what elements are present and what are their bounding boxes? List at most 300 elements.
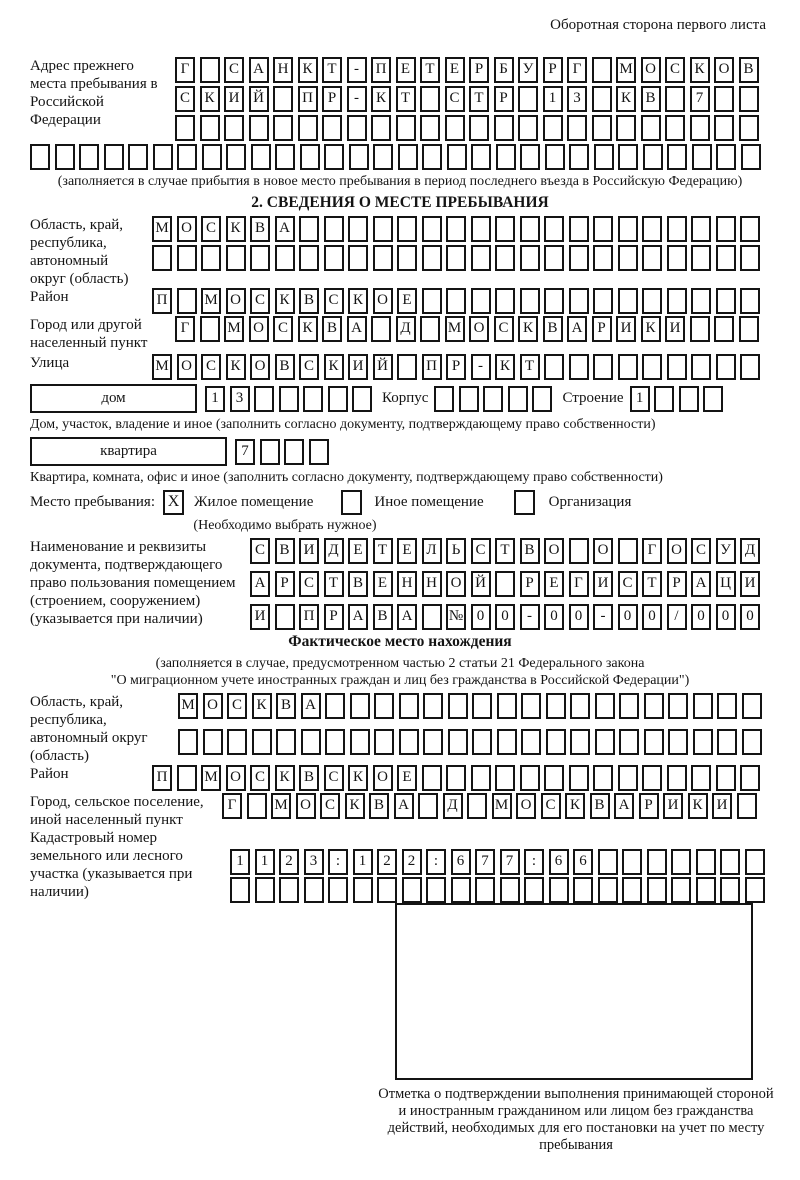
char-cell: М <box>152 354 172 380</box>
char-cell <box>521 729 541 755</box>
char-cell <box>667 216 687 242</box>
char-cell: А <box>614 793 634 819</box>
char-cell <box>569 288 589 314</box>
korpus-cells <box>434 386 552 412</box>
char-cell <box>593 765 613 791</box>
char-cell: К <box>345 793 365 819</box>
char-cell: А <box>347 316 367 342</box>
char-cell <box>570 693 590 719</box>
region-row-1 <box>152 216 760 242</box>
char-cell: К <box>252 693 272 719</box>
district-row <box>30 288 770 314</box>
char-cell <box>745 849 765 875</box>
char-cell <box>467 793 487 819</box>
char-cell <box>549 877 569 903</box>
char-cell <box>494 115 514 141</box>
char-cell: А <box>250 571 270 597</box>
char-cell: П <box>299 604 319 630</box>
char-cell <box>693 729 713 755</box>
char-cell <box>309 439 329 465</box>
char-cell <box>714 316 734 342</box>
char-cell: О <box>249 316 269 342</box>
char-cell <box>740 288 760 314</box>
char-cell <box>667 245 687 271</box>
char-cell: 1 <box>353 849 373 875</box>
char-cell <box>573 877 593 903</box>
cadastral-label: Кадастровый номер земельного или лесного участка (указывается при наличии) <box>30 830 193 900</box>
city-label: Город или другой населенный пункт <box>30 317 148 351</box>
char-cell: А <box>301 693 321 719</box>
char-cell <box>55 144 75 170</box>
char-cell: К <box>348 288 368 314</box>
char-cell: О <box>373 765 393 791</box>
char-cell <box>642 288 662 314</box>
option-residential-label: Жилое помещение <box>194 494 314 510</box>
document-block <box>30 538 770 630</box>
char-cell <box>471 216 491 242</box>
char-cell <box>422 144 442 170</box>
char-cell <box>472 729 492 755</box>
char-cell: И <box>593 571 613 597</box>
char-cell: С <box>665 57 685 83</box>
char-cell <box>422 288 442 314</box>
char-cell <box>595 693 615 719</box>
cadastral-row-2 <box>230 877 765 903</box>
char-cell <box>177 245 197 271</box>
char-cell: С <box>299 354 319 380</box>
page-side-note: Оборотная сторона первого листа <box>550 17 766 33</box>
char-cell: К <box>371 86 391 112</box>
char-cell <box>459 386 479 412</box>
char-cell <box>399 693 419 719</box>
char-cell <box>742 693 762 719</box>
char-cell <box>716 245 736 271</box>
actual-region-row <box>30 693 770 765</box>
char-cell: Т <box>520 354 540 380</box>
region-row-2 <box>152 245 760 271</box>
char-cell: К <box>495 354 515 380</box>
region-label: Область, край, республика, автономный округ (область) <box>30 217 129 287</box>
char-cell <box>275 604 295 630</box>
char-cell: 0 <box>716 604 736 630</box>
char-cell <box>324 216 344 242</box>
char-cell <box>520 144 540 170</box>
char-cell <box>203 729 223 755</box>
char-cell: П <box>298 86 318 112</box>
char-cell <box>495 765 515 791</box>
char-cell <box>500 877 520 903</box>
char-cell: Г <box>175 57 195 83</box>
char-cell: Р <box>275 571 295 597</box>
char-cell <box>546 729 566 755</box>
char-cell: Т <box>420 57 440 83</box>
char-cell: Е <box>544 571 564 597</box>
char-cell <box>200 316 220 342</box>
char-cell: С <box>250 765 270 791</box>
char-cell <box>325 729 345 755</box>
actual-city-label: Город, сельское поселение, иной населенный пункт <box>30 794 204 828</box>
char-cell <box>737 793 757 819</box>
char-cell <box>446 765 466 791</box>
char-cell: Р <box>324 604 344 630</box>
char-cell <box>420 316 440 342</box>
char-cell: Г <box>569 571 589 597</box>
char-cell: К <box>518 316 538 342</box>
char-cell: 2 <box>402 849 422 875</box>
char-cell <box>420 115 440 141</box>
char-cell: М <box>178 693 198 719</box>
char-cell: П <box>152 765 172 791</box>
char-cell: Е <box>348 538 368 564</box>
confirmation-stamp-note: Отметка о подтверждении выполнения принимающей стороной и иностранным гражданином или лицом без гражданства действий, необходимых для его постановки на учет по месту пребывания <box>378 1086 774 1153</box>
actual-region-row-2 <box>178 729 762 755</box>
stay-type-label: Место пребывания: <box>30 494 155 510</box>
char-cell: Е <box>397 765 417 791</box>
char-cell <box>324 144 344 170</box>
street-cells <box>152 354 760 380</box>
char-cell <box>471 144 491 170</box>
char-cell <box>667 354 687 380</box>
char-cell <box>642 354 662 380</box>
char-cell <box>328 877 348 903</box>
char-cell <box>619 729 639 755</box>
char-cell: - <box>471 354 491 380</box>
char-cell <box>714 115 734 141</box>
char-cell <box>422 765 442 791</box>
char-cell: - <box>520 604 540 630</box>
char-cell <box>202 144 222 170</box>
char-cell: В <box>739 57 759 83</box>
char-cell: И <box>224 86 244 112</box>
char-cell <box>348 216 368 242</box>
char-cell: 3 <box>230 386 250 412</box>
char-cell: О <box>714 57 734 83</box>
char-cell <box>153 144 173 170</box>
char-cell: О <box>296 793 316 819</box>
char-cell <box>175 115 195 141</box>
house-type-box: дом <box>30 384 197 413</box>
char-cell <box>570 729 590 755</box>
char-cell: С <box>324 765 344 791</box>
checkbox-other-premises <box>341 490 362 515</box>
char-cell <box>497 693 517 719</box>
char-cell: : <box>328 849 348 875</box>
char-cell <box>448 729 468 755</box>
char-cell <box>177 144 197 170</box>
actual-region-label: Область, край, республика, автономный округ (область) <box>30 694 148 764</box>
char-cell <box>399 729 419 755</box>
char-cell <box>740 216 760 242</box>
char-cell: 2 <box>279 849 299 875</box>
stay-type-row <box>30 490 770 515</box>
char-cell <box>668 693 688 719</box>
char-cell: К <box>641 316 661 342</box>
char-cell <box>328 386 348 412</box>
char-cell <box>520 216 540 242</box>
char-cell: 7 <box>475 849 495 875</box>
document-label: Наименование и реквизиты документа, подтверждающего право пользования помещением (строением, сооружением) (указывается при наличии) <box>30 539 236 627</box>
char-cell: Е <box>397 288 417 314</box>
char-cell <box>348 245 368 271</box>
actual-district-cells <box>152 765 760 791</box>
char-cell <box>520 288 540 314</box>
char-cell: 3 <box>304 849 324 875</box>
char-cell <box>740 354 760 380</box>
prev-address-block <box>30 57 770 141</box>
document-row-2 <box>250 571 760 597</box>
char-cell: И <box>740 571 760 597</box>
char-cell <box>592 115 612 141</box>
char-cell <box>260 439 280 465</box>
char-cell: В <box>250 216 270 242</box>
char-cell <box>495 245 515 271</box>
char-cell: К <box>298 57 318 83</box>
char-cell <box>532 386 552 412</box>
char-cell <box>545 144 565 170</box>
char-cell: : <box>524 849 544 875</box>
char-cell <box>418 793 438 819</box>
char-cell <box>618 144 638 170</box>
char-cell <box>717 693 737 719</box>
char-cell <box>618 538 638 564</box>
char-cell: К <box>298 316 318 342</box>
char-cell: Ь <box>446 538 466 564</box>
actual-city-row <box>30 793 770 829</box>
char-cell: И <box>663 793 683 819</box>
char-cell: С <box>224 57 244 83</box>
char-cell <box>495 216 515 242</box>
char-cell <box>426 877 446 903</box>
char-cell: Р <box>469 57 489 83</box>
char-cell: К <box>616 86 636 112</box>
char-cell: О <box>446 571 466 597</box>
char-cell <box>592 86 612 112</box>
char-cell <box>250 245 270 271</box>
char-cell: И <box>348 354 368 380</box>
char-cell <box>647 849 667 875</box>
char-cell <box>619 693 639 719</box>
char-cell <box>496 144 516 170</box>
char-cell: А <box>394 793 414 819</box>
char-cell: И <box>250 604 270 630</box>
char-cell: 3 <box>567 86 587 112</box>
char-cell: 0 <box>642 604 662 630</box>
district-label: Район <box>30 289 69 305</box>
char-cell: Т <box>324 571 344 597</box>
char-cell <box>618 216 638 242</box>
stay-type-note: (Необходимо выбрать нужное) <box>193 518 377 533</box>
region-row <box>30 216 770 288</box>
stroenie-label: Строение <box>562 390 624 406</box>
cadastral-row-1 <box>230 849 765 875</box>
char-cell: 2 <box>377 849 397 875</box>
char-cell <box>79 144 99 170</box>
char-cell: И <box>712 793 732 819</box>
char-cell <box>598 849 618 875</box>
char-cell <box>543 115 563 141</box>
char-cell <box>740 765 760 791</box>
char-cell <box>254 386 274 412</box>
cadastral-row <box>30 829 770 903</box>
char-cell <box>447 144 467 170</box>
option-organization-label: Организация <box>548 494 632 510</box>
char-cell <box>178 729 198 755</box>
char-cell: 1 <box>205 386 225 412</box>
char-cell: В <box>373 604 393 630</box>
char-cell <box>569 216 589 242</box>
char-cell <box>201 245 221 271</box>
char-cell: В <box>641 86 661 112</box>
char-cell: Р <box>543 57 563 83</box>
char-cell <box>322 115 342 141</box>
char-cell <box>299 245 319 271</box>
char-cell: К <box>565 793 585 819</box>
char-cell <box>642 765 662 791</box>
cadastral-cells <box>230 829 765 903</box>
char-cell: В <box>299 765 319 791</box>
char-cell <box>497 729 517 755</box>
char-cell <box>569 354 589 380</box>
char-cell <box>742 729 762 755</box>
char-cell <box>642 216 662 242</box>
char-cell: К <box>690 57 710 83</box>
char-cell <box>227 729 247 755</box>
char-cell <box>200 57 220 83</box>
char-cell <box>739 316 759 342</box>
char-cell: Т <box>469 86 489 112</box>
prev-address-row-1 <box>175 57 759 83</box>
char-cell <box>595 729 615 755</box>
char-cell <box>347 115 367 141</box>
char-cell: Р <box>520 571 540 597</box>
option-other-premises-label: Иное помещение <box>374 494 484 510</box>
char-cell <box>279 877 299 903</box>
stroenie-cells <box>630 386 724 412</box>
char-cell: О <box>250 354 270 380</box>
char-cell <box>667 288 687 314</box>
char-cell: Р <box>667 571 687 597</box>
char-cell <box>544 354 564 380</box>
apartment-row <box>30 437 770 466</box>
char-cell <box>255 877 275 903</box>
char-cell <box>544 288 564 314</box>
char-cell <box>696 877 716 903</box>
char-cell <box>397 245 417 271</box>
char-cell <box>667 144 687 170</box>
char-cell: 0 <box>618 604 638 630</box>
district-cells <box>152 288 760 314</box>
char-cell <box>451 877 471 903</box>
char-cell <box>423 693 443 719</box>
city-row <box>30 316 770 352</box>
char-cell <box>284 439 304 465</box>
char-cell: Е <box>396 57 416 83</box>
char-cell <box>472 693 492 719</box>
char-cell <box>716 354 736 380</box>
char-cell: Т <box>322 57 342 83</box>
char-cell <box>593 216 613 242</box>
char-cell <box>641 115 661 141</box>
char-cell: В <box>520 538 540 564</box>
char-cell <box>692 144 712 170</box>
char-cell: М <box>201 765 221 791</box>
char-cell: 0 <box>544 604 564 630</box>
char-cell: Д <box>443 793 463 819</box>
char-cell <box>471 765 491 791</box>
char-cell <box>593 288 613 314</box>
char-cell: - <box>593 604 613 630</box>
char-cell: Ц <box>716 571 736 597</box>
char-cell: М <box>271 793 291 819</box>
actual-district-row <box>30 765 770 791</box>
char-cell: С <box>691 538 711 564</box>
prev-address-row-2 <box>175 86 759 112</box>
char-cell: 6 <box>451 849 471 875</box>
char-cell: П <box>422 354 442 380</box>
char-cell <box>304 877 324 903</box>
region-cells <box>152 216 760 271</box>
char-cell: М <box>616 57 636 83</box>
char-cell <box>483 386 503 412</box>
document-row-1 <box>250 538 760 564</box>
char-cell <box>714 86 734 112</box>
char-cell <box>739 86 759 112</box>
char-cell: М <box>445 316 465 342</box>
char-cell: У <box>518 57 538 83</box>
char-cell: А <box>348 604 368 630</box>
char-cell <box>544 216 564 242</box>
char-cell <box>128 144 148 170</box>
char-cell <box>398 144 418 170</box>
char-cell: И <box>616 316 636 342</box>
char-cell: В <box>590 793 610 819</box>
street-label: Улица <box>30 355 70 371</box>
char-cell <box>703 386 723 412</box>
char-cell <box>622 849 642 875</box>
char-cell <box>594 144 614 170</box>
char-cell <box>446 288 466 314</box>
actual-region-row-1 <box>178 693 762 719</box>
char-cell: Д <box>396 316 416 342</box>
char-cell: 0 <box>569 604 589 630</box>
char-cell <box>373 245 393 271</box>
char-cell: Й <box>249 86 269 112</box>
char-cell <box>373 144 393 170</box>
char-cell: 0 <box>471 604 491 630</box>
char-cell <box>521 693 541 719</box>
char-cell <box>745 877 765 903</box>
char-cell <box>716 144 736 170</box>
char-cell: М <box>492 793 512 819</box>
char-cell: 7 <box>690 86 710 112</box>
checkbox-residential: X <box>163 490 184 515</box>
char-cell: Г <box>567 57 587 83</box>
char-cell <box>622 877 642 903</box>
char-cell <box>434 386 454 412</box>
char-cell <box>252 729 272 755</box>
char-cell: К <box>324 354 344 380</box>
char-cell <box>598 877 618 903</box>
char-cell: 7 <box>500 849 520 875</box>
char-cell <box>276 729 296 755</box>
document-cells <box>250 538 760 630</box>
char-cell <box>691 245 711 271</box>
prev-address-row-4 <box>30 144 770 170</box>
char-cell <box>377 877 397 903</box>
char-cell: С <box>227 693 247 719</box>
char-cell: К <box>275 288 295 314</box>
char-cell <box>251 144 271 170</box>
